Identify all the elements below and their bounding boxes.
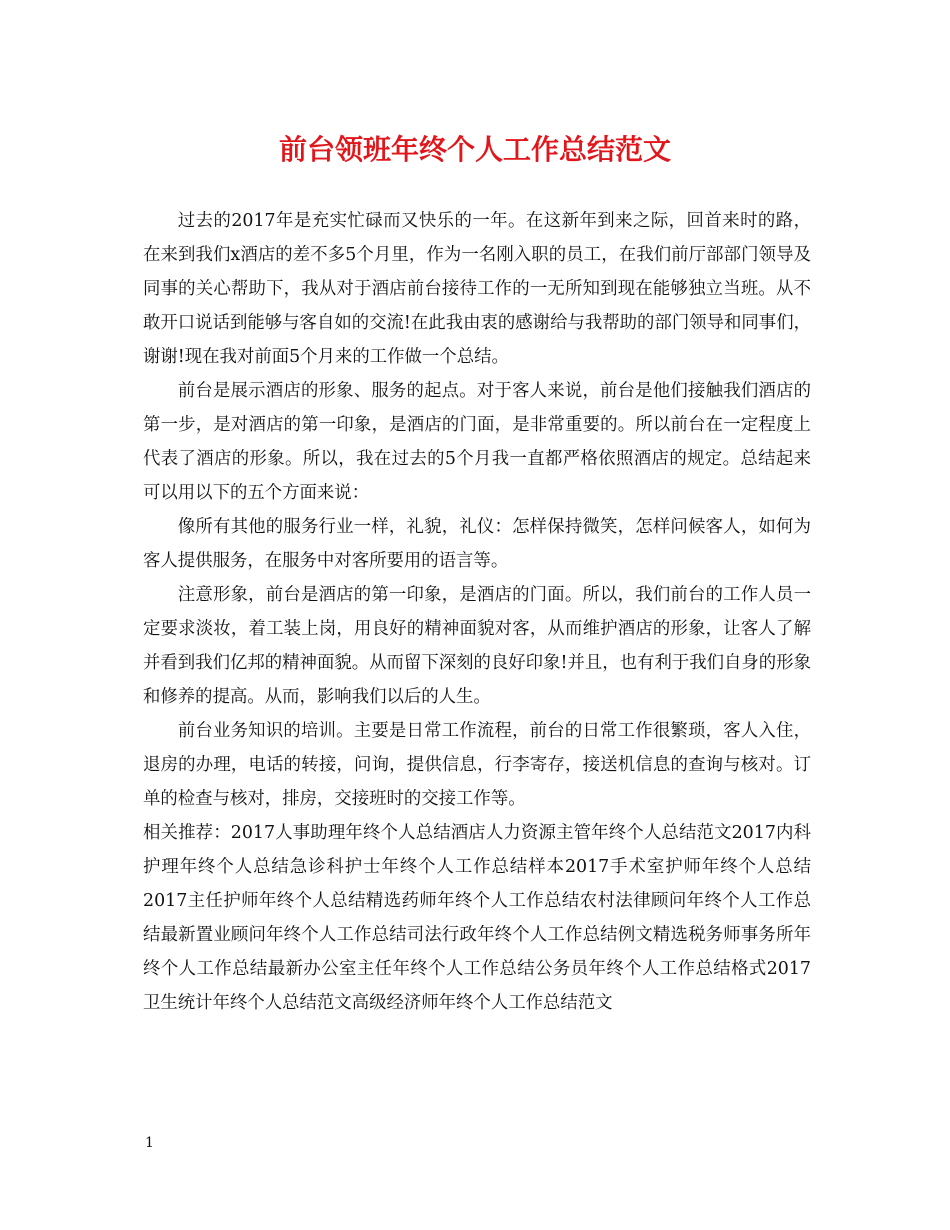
- paragraph: 像所有其他的服务行业一样，礼貌，礼仪：怎样保持微笑，怎样问候客人，如何为客人提供服务，在服务中对客所要用的语言等。: [143, 517, 811, 571]
- paragraph: 过去的2017年是充实忙碌而又快乐的一年。在这新年到来之际，回首来时的路，在来到我们x酒店的差不多5个月里，作为一名刚入职的员工，在我们前厅部部门领导及同事的关心帮助下，我从对于酒店前台接待工作的一无所知到现在能够独立当班。从不敢开口说话到能够与客自如的交流!在此我由衷的感谢给与我帮助的部门领导和同事们，谢谢!现在我对前面5个月来的工作做一个总结。: [143, 211, 811, 367]
- related-recommendations: 相关推荐：2017人事助理年终个人总结酒店人力资源主管年终个人总结范文2017内科护理年终个人总结急诊科护士年终个人工作总结样本2017手术室护师年终个人总结2017主任护师年终个人总结精选药师年终个人工作总结农村法律顾问年终个人工作总结最新置业顾问年终个人工作总结司法行政年终个人工作总结例文精选税务师事务所年终个人工作总结最新办公室主任年终个人工作总结公务员年终个人工作总结格式2017卫生统计年终个人总结范文高级经济师年终个人工作总结范文: [143, 823, 811, 1013]
- document-title: 前台领班年终个人工作总结范文: [278, 133, 671, 166]
- page-number: 1: [145, 1135, 154, 1151]
- paragraph: 注意形象，前台是酒店的第一印象，是酒店的门面。所以，我们前台的工作人员一定要求淡妆，着工装上岗，用良好的精神面貌对客，从而维护酒店的形象，让客人了解并看到我们亿邦的精神面貌。从而留下深刻的良好印象!并且，也有利于我们自身的形象和修养的提高。从而，影响我们以后的人生。: [143, 585, 811, 707]
- document-body: [143, 204, 811, 1020]
- paragraph: 前台是展示酒店的形象、服务的起点。对于客人来说，前台是他们接触我们酒店的第一步，是对酒店的第一印象，是酒店的门面，是非常重要的。所以前台在一定程度上代表了酒店的形象。所以，我在过去的5个月我一直都严格依照酒店的规定。总结起来可以用以下的五个方面来说：: [143, 381, 811, 503]
- paragraph: 前台业务知识的培训。主要是日常工作流程，前台的日常工作很繁琐，客人入住，退房的办理，电话的转接，问询，提供信息，行李寄存，接送机信息的查询与核对。订单的检查与核对，排房，交接班时的交接工作等。: [143, 721, 811, 809]
